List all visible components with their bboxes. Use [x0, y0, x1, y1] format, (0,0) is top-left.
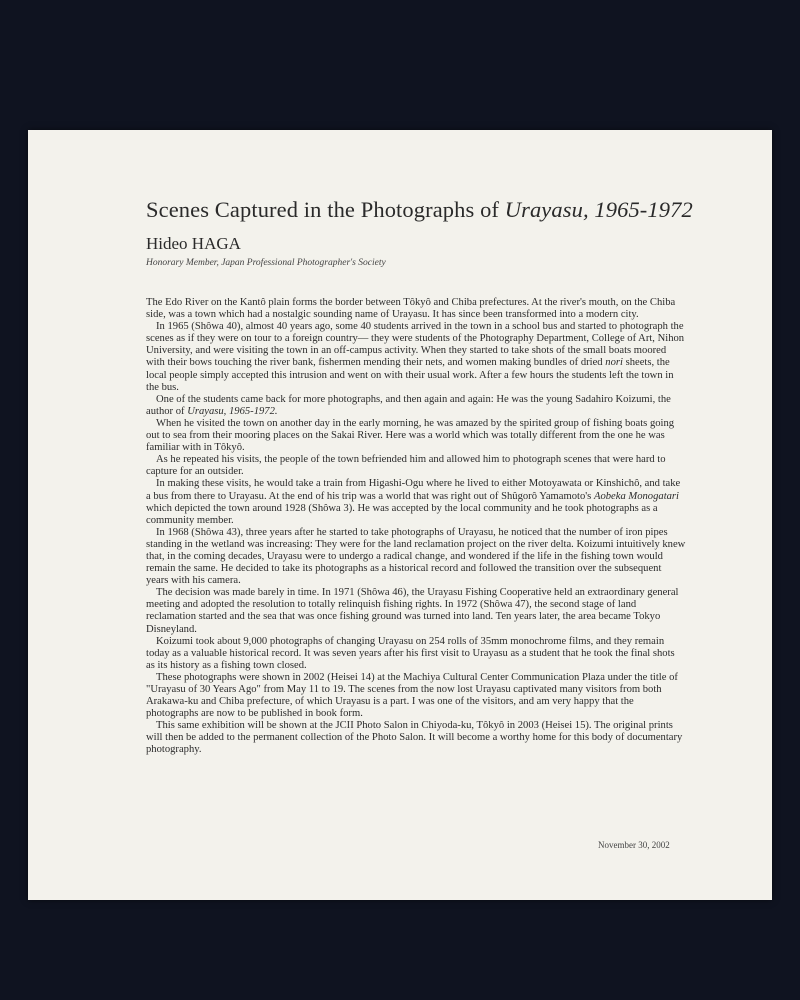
paragraph: The Edo River on the Kantô plain forms the border between Tôkyô and Chiba prefectures. At the river's mouth, on the Chiba side, was a town which had a nostalgic sounding name of Urayasu. It has since been transformed into a modern city.: [146, 297, 676, 321]
essay-body: [146, 297, 686, 757]
paragraph: In 1965 (Shôwa 40), almost 40 years ago, some 40 students arrived in the town in a school bus and started to photograph the scenes as if they were on tour to a foreign country— they were students of the Photography Department, College of Art, Nihon University, and were visiting the town in an off-campus activity. When they started to take shots of the small boats moored with their bows touching the river bank, fishermen mending their nets, and women making bundles of dried nori sheets, the local people simply accepted this intrusion and went on with their usual work. After a few hours the students left the town in the bus.: [146, 321, 685, 393]
title-italic: Urayasu, 1965-1972: [504, 197, 693, 222]
title-main: Scenes Captured in the Photographs of: [146, 197, 505, 222]
paragraph: Koizumi took about 9,000 photographs of changing Urayasu on 254 rolls of 35mm monochrome films, and they remain today as a valuable historical record. It was seven years after his first visit to Urayasu as a student that he took the final shots as its history as a fishing town closed.: [146, 635, 675, 671]
author-name: Hideo HAGA: [146, 234, 241, 253]
paragraph: In 1968 (Shôwa 43), three years after he started to take photographs of Urayasu, he noticed that the number of iron pipes standing in the wetland was increasing: They were for the land reclamation project on the river delta. Koizumi intuitively knew that, in the coming decades, Urayasu were to undergo a radical change, and wondered if the life in the fishing town would remain the same. He decided to take its photographs as a historical record and followed the transition over the subsequent years with his camera.: [146, 526, 686, 587]
paragraph: When he visited the town on another day in the early morning, he was amazed by the spirited group of fishing boats going out to sea from their mooring places on the Sakai River. Here was a world which was totally different from the one he was familiar with in Tôkyô.: [146, 417, 675, 454]
essay-date: November 30, 2002: [598, 840, 670, 850]
page-title: [146, 197, 693, 223]
author-affiliation: Honorary Member, Japan Professional Photographer's Society: [146, 258, 386, 268]
paragraph: The decision was made barely in time. In 1971 (Shôwa 46), the Urayasu Fishing Cooperative held an extraordinary general meeting and adopted the resolution to totally relinquish fishing rights. In 1972 (Shôwa 47), the second stage of land reclamation started and the sea that was once fishing ground was turned into land. Ten years later, the area became Tokyo Disneyland.: [146, 587, 679, 635]
paragraph: These photographs were shown in 2002 (Heisei 14) at the Machiya Cultural Center Communication Plaza under the title of "Urayasu of 30 Years Ago" from May 11 to 19. The scenes from the now lost Urayasu captivated many visitors from both Arakawa-ku and Chiba prefecture, of which Urayasu is a part. I was one of the visitors, and am very happy that the photographs are now to be published in book form.: [146, 671, 678, 720]
paragraph: One of the students came back for more photographs, and then again and again: He was the young Sadahiro Koizumi, the author of Urayasu, 1965-1972.: [146, 393, 671, 417]
paragraph: This same exhibition will be shown at the JCII Photo Salon in Chiyoda-ku, Tôkyô in 2003 (Heisei 15). The original prints will then be added to the permanent collection of the Photo Salon. It will become a worthy home for this body of documentary photography.: [146, 720, 683, 756]
paragraph: As he repeated his visits, the people of the town befriended him and allowed him to photograph scenes that were hard to capture for an outsider.: [146, 454, 666, 478]
book-page: [28, 130, 772, 900]
paragraph: In making these visits, he would take a train from Higashi-Ogu where he lived to either Motoyawata or Kinshichô, and take a bus from there to Urayasu. At the end of his trip was a world that was right out of Shûgorô Yamamoto's Aobeka Monogatari which depicted the town around 1928 (Shôwa 3). He was accepted by the local community and he took photographs as a community member.: [146, 478, 681, 526]
